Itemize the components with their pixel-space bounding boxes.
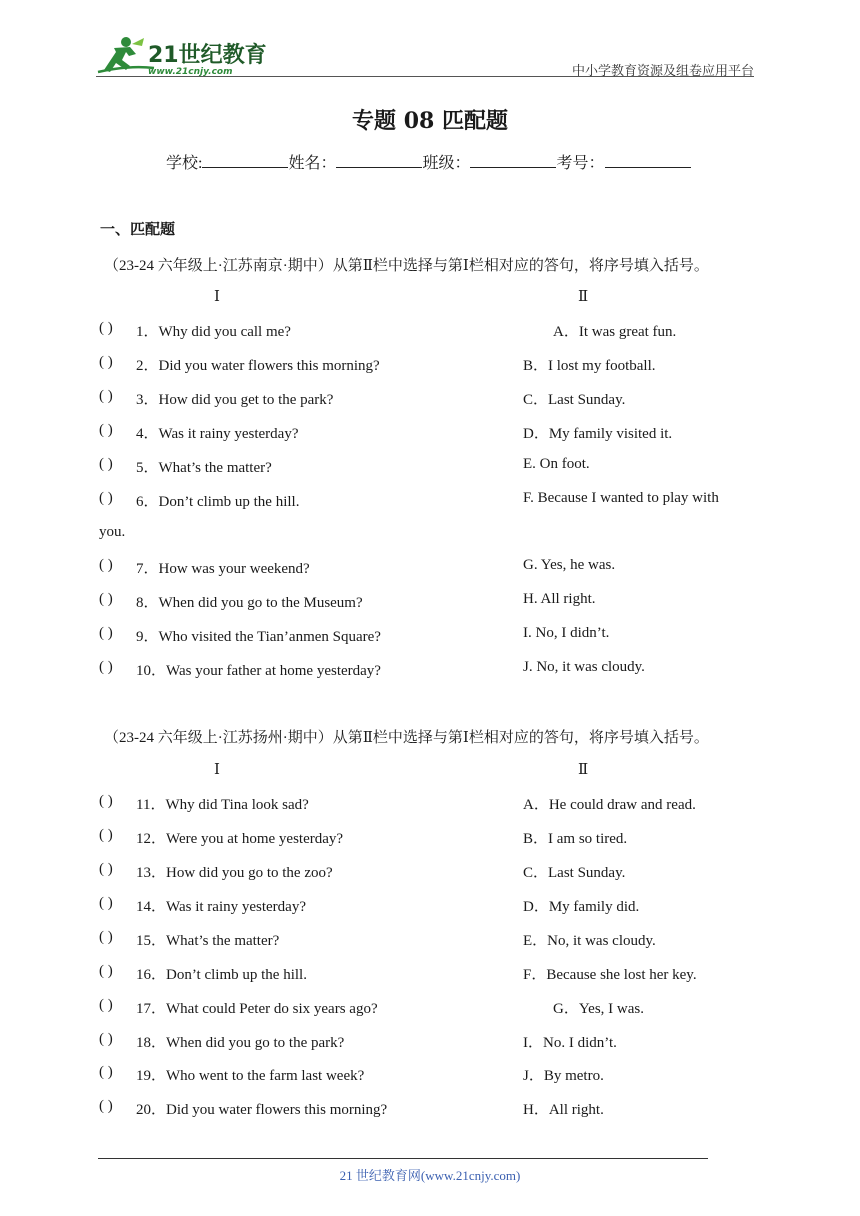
question-text: 6．Don’t climb up the hill. [136, 494, 300, 510]
answer-blank-parens[interactable]: ( ) [99, 895, 113, 911]
answer-blank-parens[interactable]: ( ) [99, 659, 113, 675]
question-text: 18．When did you go to the park? [136, 1035, 345, 1051]
answer-blank-parens[interactable]: ( ) [99, 456, 113, 472]
answer-blank-parens[interactable]: ( ) [99, 793, 113, 809]
question-row [0, 963, 860, 985]
question-text: 2．Did you water flowers this morning? [136, 358, 380, 374]
answer-option-text: A．It was great fun. [553, 324, 677, 340]
question-text: 15．What’s the matter? [136, 933, 280, 949]
question-text: 11．Why did Tina look sad? [136, 797, 309, 813]
answer-option-text: B．I am so tired. [523, 831, 628, 847]
question-row [0, 793, 860, 815]
answer-option-text: J. No, it was cloudy. [523, 659, 645, 675]
header-divider [96, 76, 754, 77]
answer-blank-parens[interactable]: ( ) [99, 557, 113, 573]
answer-blank-parens[interactable]: ( ) [99, 929, 113, 945]
answer-blank-parens[interactable]: ( ) [99, 1031, 113, 1047]
name-label: 姓名： [288, 155, 337, 172]
question-row [0, 895, 860, 917]
answer-option-text: C．Last Sunday. [523, 392, 626, 408]
answer-option-text: B．I lost my football. [523, 358, 656, 374]
answer-blank-parens[interactable]: ( ) [99, 490, 113, 506]
school-blank[interactable] [202, 153, 288, 168]
question-row [0, 422, 860, 444]
footer-text: 21 世纪教育网(www.21cnjy.com) [339, 1168, 521, 1183]
runner-logo-icon [96, 34, 266, 78]
question-text: 3．How did you get to the park? [136, 392, 334, 408]
question-text: 9．Who visited the Tian’anmen Square? [136, 629, 381, 645]
question-row [0, 490, 860, 512]
question-text: 10．Was your father at home yesterday? [136, 663, 381, 679]
answer-option-text: I. No, I didn’t. [523, 625, 610, 641]
question-text: 19．Who went to the farm last week? [136, 1068, 365, 1084]
answer-option-text: G. Yes, he was. [523, 557, 616, 573]
answer-option-text: C．Last Sunday. [523, 865, 626, 881]
question-row [0, 591, 860, 613]
answer-option-text: E．No, it was cloudy. [523, 933, 656, 949]
question-row [0, 456, 860, 478]
exam-number-label: 考号： [556, 155, 605, 172]
answer-blank-parens[interactable]: ( ) [99, 320, 113, 336]
question-row [0, 861, 860, 883]
question-row [0, 997, 860, 1019]
answer-blank-parens[interactable]: ( ) [99, 591, 113, 607]
question-text: 8．When did you go to the Museum? [136, 595, 363, 611]
answer-option-text: F. Because I wanted to play with [523, 490, 719, 506]
question-text: 1．Why did you call me? [136, 324, 291, 340]
answer-option-text: D．My family did. [523, 899, 640, 915]
answer-option-text: A．He could draw and read. [523, 797, 696, 813]
footer-divider [98, 1158, 708, 1159]
question-row [0, 557, 860, 579]
question-row [0, 354, 860, 376]
group-1-column-2-header: Ⅱ [578, 289, 589, 305]
question-text: 12．Were you at home yesterday? [136, 831, 344, 847]
question-row [0, 1064, 860, 1086]
answer-option-text: G．Yes, I was. [553, 1001, 644, 1017]
logo-text: 21世纪教育 [148, 43, 266, 68]
answer-blank-parens[interactable]: ( ) [99, 625, 113, 641]
school-label: 学校: [166, 155, 203, 172]
answer-blank-parens[interactable]: ( ) [99, 861, 113, 877]
answer-blank-parens[interactable]: ( ) [99, 354, 113, 370]
platform-label: 中小学教育资源及组卷应用平台 [571, 64, 754, 79]
question-row [0, 625, 860, 647]
answer-blank-parens[interactable]: ( ) [99, 422, 113, 438]
answer-blank-parens[interactable]: ( ) [99, 963, 113, 979]
answer-blank-parens[interactable]: ( ) [99, 1098, 113, 1114]
question-row [0, 929, 860, 951]
question-row [0, 1031, 860, 1053]
question-text: 16．Don’t climb up the hill. [136, 967, 307, 983]
question-text: 7．How was your weekend? [136, 561, 310, 577]
question-row [0, 320, 860, 342]
group-2-column-1-header: Ⅰ [214, 762, 220, 778]
question-row [0, 827, 860, 849]
question-text: 5．What’s the matter? [136, 460, 272, 476]
question-text: 13．How did you go to the zoo? [136, 865, 333, 881]
question-text: 17．What could Peter do six years ago? [136, 1001, 378, 1017]
answer-option-text: E. On foot. [523, 456, 590, 472]
name-blank[interactable] [336, 153, 422, 168]
exam-number-blank[interactable] [605, 153, 691, 168]
answer-option-text: F．Because she lost her key. [523, 967, 697, 983]
class-blank[interactable] [470, 153, 556, 168]
group-2-instruction: （23-24 六年级上·江苏扬州·期中）从第Ⅱ栏中选择与第Ⅰ栏相对应的答句，将序号填入括号。 [104, 730, 709, 746]
answer-option-text: D．My family visited it. [523, 426, 673, 442]
group-1-instruction: （23-24 六年级上·江苏南京·期中）从第Ⅱ栏中选择与第Ⅰ栏相对应的答句，将序号填入括号。 [104, 258, 709, 274]
student-info-line [166, 150, 691, 173]
answer-option-text: J．By metro. [523, 1068, 604, 1084]
logo-url-text: www.21cnjy.com [148, 67, 233, 77]
group-2-column-2-header: Ⅱ [578, 762, 589, 778]
answer-option-text: I．No. I didn’t. [523, 1035, 617, 1051]
question-text: 20．Did you water flowers this morning? [136, 1102, 388, 1118]
answer-wrap-text: you. [99, 524, 126, 540]
class-label: 班级： [422, 155, 471, 172]
question-text: 4．Was it rainy yesterday? [136, 426, 299, 442]
question-row [0, 1098, 860, 1120]
answer-blank-parens[interactable]: ( ) [99, 827, 113, 843]
answer-option-text: H. All right. [523, 591, 596, 607]
question-text: 14．Was it rainy yesterday? [136, 899, 306, 915]
answer-blank-parens[interactable]: ( ) [99, 388, 113, 404]
site-logo [96, 34, 266, 78]
question-row [0, 659, 860, 681]
group-1-column-1-header: Ⅰ [214, 289, 220, 305]
section-heading: 一、匹配题 [100, 220, 176, 238]
answer-blank-parens[interactable]: ( ) [99, 997, 113, 1013]
page-title: 专题 08 匹配题 [352, 108, 508, 134]
answer-blank-parens[interactable]: ( ) [99, 1064, 113, 1080]
answer-option-text: H．All right. [523, 1102, 604, 1118]
question-row [0, 388, 860, 410]
